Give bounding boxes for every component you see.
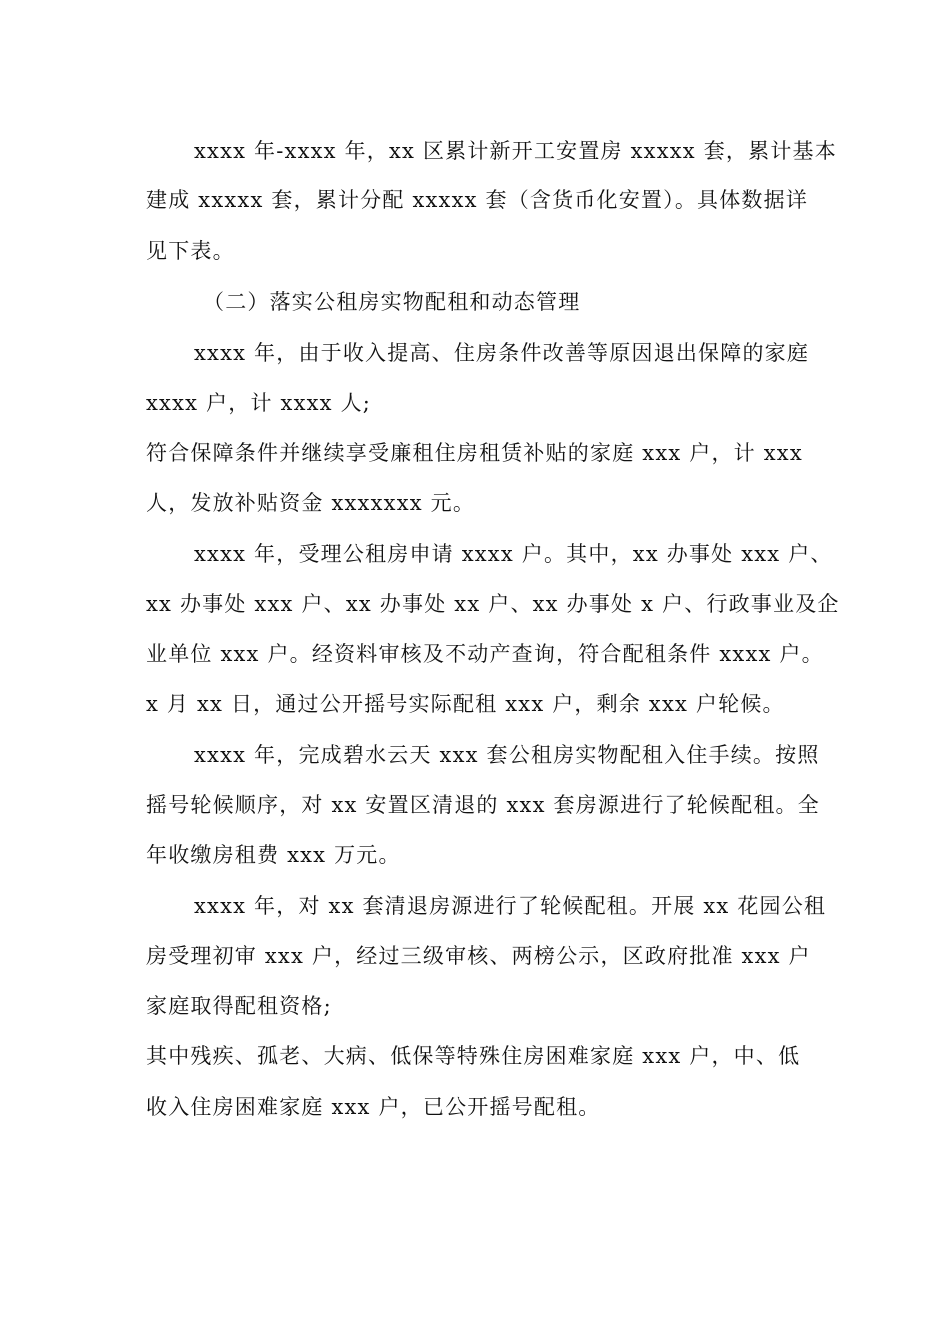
text-line: 符合保障条件并继续享受廉租住房租赁补贴的家庭 xxx 户，计 xxx — [146, 441, 803, 465]
text-line: xx 办事处 xxx 户、xx 办事处 xx 户、xx 办事处 x 户、行政事业及企 — [146, 592, 840, 616]
text-line: 摇号轮候顺序，对 xx 安置区清退的 xxx 套房源进行了轮候配租。全 — [146, 793, 820, 817]
text-line: xxxx 年，完成碧水云天 xxx 套公租房实物配租入住手续。按照 — [194, 743, 820, 767]
text-line: 年收缴房租费 xxx 万元。 — [146, 843, 401, 867]
section-heading: （二）落实公租房实物配租和动态管理 — [203, 290, 581, 314]
text-line: 其中残疾、孤老、大病、低保等特殊住房困难家庭 xxx 户，中、低 — [146, 1044, 801, 1068]
text-line: xxxx 年，受理公租房申请 xxxx 户。其中，xx 办事处 xxx 户、 — [194, 542, 833, 566]
text-line: 房受理初审 xxx 户，经过三级审核、两榜公示，区政府批准 xxx 户 — [146, 944, 811, 968]
text-line: 家庭取得配租资格; — [146, 994, 332, 1018]
text-line: x 月 xx 日，通过公开摇号实际配租 xxx 户，剩余 xxx 户轮候。 — [146, 692, 785, 716]
text-line: 业单位 xxx 户。经资料审核及不动产查询，符合配租条件 xxxx 户。 — [146, 642, 824, 666]
text-line: 建成 xxxxx 套，累计分配 xxxxx 套（含货币化安置）。具体数据详 — [146, 188, 809, 212]
text-line: 人，发放补贴资金 xxxxxxx 元。 — [146, 491, 476, 515]
text-line: xxxx 年-xxxx 年，xx 区累计新开工安置房 xxxxx 套，累计基本 — [194, 139, 837, 163]
text-line: xxxx 户，计 xxxx 人; — [146, 391, 372, 415]
text-line: xxxx 年，对 xx 套清退房源进行了轮候配租。开展 xx 花园公租 — [194, 894, 827, 918]
text-line: 收入住房困难家庭 xxx 户，已公开摇号配租。 — [146, 1095, 601, 1119]
text-line: xxxx 年，由于收入提高、住房条件改善等原因退出保障的家庭 — [194, 341, 810, 365]
text-line: 见下表。 — [146, 239, 235, 263]
